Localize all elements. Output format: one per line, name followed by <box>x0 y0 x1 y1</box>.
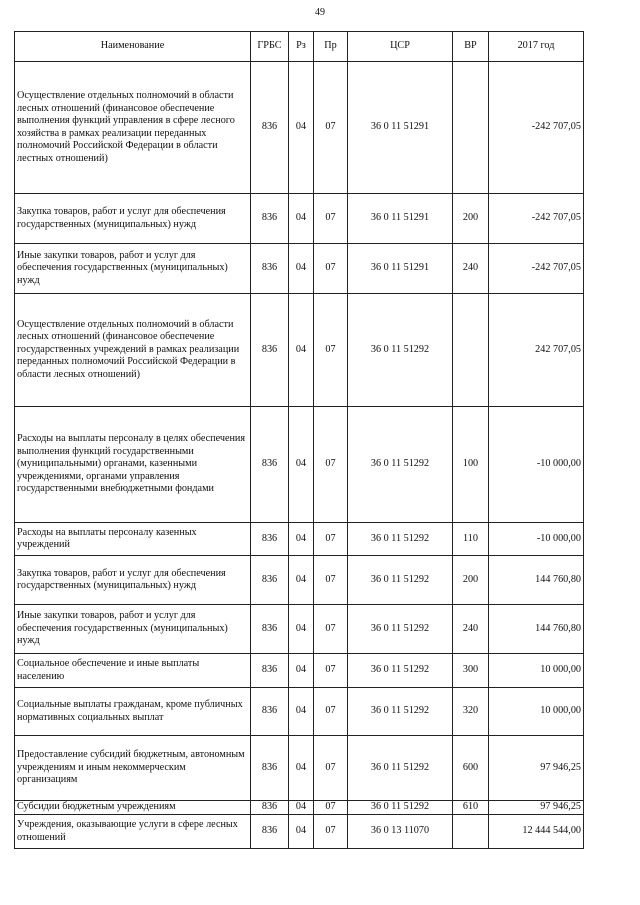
row-grbs: 836 <box>251 556 289 605</box>
row-vr: 600 <box>453 736 489 801</box>
row-rz: 04 <box>289 815 314 849</box>
row-grbs: 836 <box>251 407 289 523</box>
table-row <box>15 407 584 523</box>
row-grbs: 836 <box>251 62 289 194</box>
row-csr: 36 0 13 11070 <box>348 815 453 849</box>
row-csr: 36 0 11 51291 <box>348 244 453 294</box>
row-rz: 04 <box>289 688 314 736</box>
row-name: Учреждения, оказывающие услуги в сфере лесных отношений <box>15 815 251 849</box>
header-vr: ВР <box>453 32 489 62</box>
row-vr: 200 <box>453 194 489 244</box>
table-row <box>15 815 584 849</box>
row-rz: 04 <box>289 736 314 801</box>
row-csr: 36 0 11 51292 <box>348 654 453 688</box>
row-vr: 240 <box>453 244 489 294</box>
row-amount: 10 000,00 <box>489 654 584 688</box>
row-rz: 04 <box>289 605 314 654</box>
row-rz: 04 <box>289 556 314 605</box>
row-amount: -242 707,05 <box>489 194 584 244</box>
row-pr: 07 <box>314 688 348 736</box>
row-pr: 07 <box>314 801 348 815</box>
table-row <box>15 801 584 815</box>
row-vr: 300 <box>453 654 489 688</box>
header-csr: ЦСР <box>348 32 453 62</box>
row-amount: -10 000,00 <box>489 407 584 523</box>
row-pr: 07 <box>314 407 348 523</box>
row-name: Осуществление отдельных полномочий в области лесных отношений (финансовое обеспечение государственных учреждений в рамках реализации переданных полномочий Российской Федерации в области лесных отношений) <box>15 294 251 407</box>
row-rz: 04 <box>289 194 314 244</box>
row-amount: 97 946,25 <box>489 736 584 801</box>
row-name: Субсидии бюджетным учреждениям <box>15 801 251 815</box>
row-vr <box>453 62 489 194</box>
row-name: Расходы на выплаты персоналу казенных учреждений <box>15 523 251 556</box>
row-rz: 04 <box>289 407 314 523</box>
row-csr: 36 0 11 51292 <box>348 294 453 407</box>
row-vr <box>453 294 489 407</box>
row-name: Иные закупки товаров, работ и услуг для обеспечения государственных (муниципальных) нужд <box>15 605 251 654</box>
row-csr: 36 0 11 51292 <box>348 801 453 815</box>
row-amount: -242 707,05 <box>489 244 584 294</box>
row-pr: 07 <box>314 605 348 654</box>
table-row <box>15 736 584 801</box>
row-grbs: 836 <box>251 736 289 801</box>
row-grbs: 836 <box>251 688 289 736</box>
row-grbs: 836 <box>251 194 289 244</box>
row-rz: 04 <box>289 801 314 815</box>
row-amount: -242 707,05 <box>489 62 584 194</box>
row-pr: 07 <box>314 815 348 849</box>
row-amount: 144 760,80 <box>489 556 584 605</box>
row-name: Иные закупки товаров, работ и услуг для обеспечения государственных (муниципальных) нужд <box>15 244 251 294</box>
table-row <box>15 688 584 736</box>
row-name: Закупка товаров, работ и услуг для обеспечения государственных (муниципальных) нужд <box>15 556 251 605</box>
table-row <box>15 294 584 407</box>
header-grbs: ГРБС <box>251 32 289 62</box>
row-name: Расходы на выплаты персоналу в целях обеспечения выполнения функций государственными (муниципальными) органами, казенными учреждениями, органами управления государственными внебюджетными фондами <box>15 407 251 523</box>
page-number: 49 <box>315 7 325 18</box>
row-amount: 242 707,05 <box>489 294 584 407</box>
row-pr: 07 <box>314 244 348 294</box>
row-csr: 36 0 11 51291 <box>348 194 453 244</box>
row-csr: 36 0 11 51292 <box>348 605 453 654</box>
row-grbs: 836 <box>251 801 289 815</box>
row-csr: 36 0 11 51292 <box>348 523 453 556</box>
table-row <box>15 654 584 688</box>
header-year: 2017 год <box>489 32 584 62</box>
row-grbs: 836 <box>251 815 289 849</box>
row-pr: 07 <box>314 736 348 801</box>
row-amount: -10 000,00 <box>489 523 584 556</box>
row-pr: 07 <box>314 523 348 556</box>
header-name: Наименование <box>15 32 251 62</box>
row-vr <box>453 815 489 849</box>
row-csr: 36 0 11 51291 <box>348 62 453 194</box>
row-name: Социальные выплаты гражданам, кроме публичных нормативных социальных выплат <box>15 688 251 736</box>
row-amount: 144 760,80 <box>489 605 584 654</box>
row-csr: 36 0 11 51292 <box>348 736 453 801</box>
table-header-row <box>15 32 584 62</box>
header-pr: Пр <box>314 32 348 62</box>
table-row <box>15 194 584 244</box>
row-grbs: 836 <box>251 294 289 407</box>
table-row <box>15 556 584 605</box>
budget-table <box>14 31 584 849</box>
row-pr: 07 <box>314 62 348 194</box>
row-name: Предоставление субсидий бюджетным, автономным учреждениям и иным некоммерческим организациям <box>15 736 251 801</box>
row-pr: 07 <box>314 194 348 244</box>
row-rz: 04 <box>289 244 314 294</box>
row-vr: 110 <box>453 523 489 556</box>
row-pr: 07 <box>314 294 348 407</box>
row-grbs: 836 <box>251 244 289 294</box>
row-rz: 04 <box>289 523 314 556</box>
row-grbs: 836 <box>251 605 289 654</box>
row-csr: 36 0 11 51292 <box>348 407 453 523</box>
row-rz: 04 <box>289 62 314 194</box>
row-amount: 10 000,00 <box>489 688 584 736</box>
row-vr: 100 <box>453 407 489 523</box>
table-row <box>15 605 584 654</box>
row-csr: 36 0 11 51292 <box>348 688 453 736</box>
row-vr: 610 <box>453 801 489 815</box>
row-amount: 97 946,25 <box>489 801 584 815</box>
row-grbs: 836 <box>251 654 289 688</box>
table-row <box>15 62 584 194</box>
row-vr: 320 <box>453 688 489 736</box>
header-rz: Рз <box>289 32 314 62</box>
row-pr: 07 <box>314 556 348 605</box>
row-rz: 04 <box>289 654 314 688</box>
row-pr: 07 <box>314 654 348 688</box>
row-vr: 240 <box>453 605 489 654</box>
row-amount: 12 444 544,00 <box>489 815 584 849</box>
row-name: Социальное обеспечение и иные выплаты населению <box>15 654 251 688</box>
row-csr: 36 0 11 51292 <box>348 556 453 605</box>
row-name: Закупка товаров, работ и услуг для обеспечения государственных (муниципальных) нужд <box>15 194 251 244</box>
table-row <box>15 523 584 556</box>
row-rz: 04 <box>289 294 314 407</box>
row-grbs: 836 <box>251 523 289 556</box>
row-name: Осуществление отдельных полномочий в области лесных отношений (финансовое обеспечение выполнения функций управления в сфере лесного хозяйства в рамках реализации переданных полномочий Российской Федерации в области лестных отношений) <box>15 62 251 194</box>
table-row <box>15 244 584 294</box>
row-vr: 200 <box>453 556 489 605</box>
